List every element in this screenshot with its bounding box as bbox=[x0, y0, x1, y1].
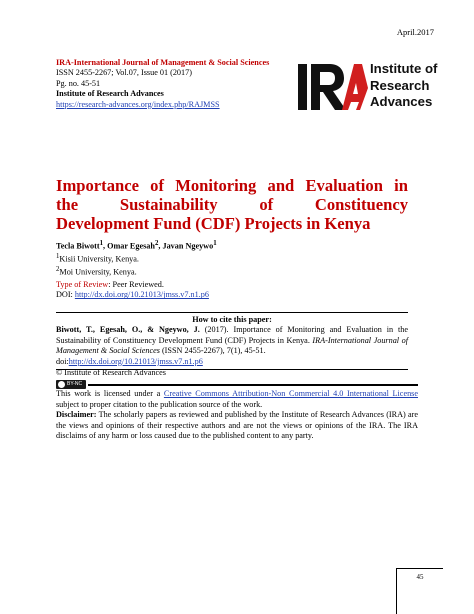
author-block bbox=[56, 239, 408, 278]
review-value: : Peer Reviewed. bbox=[108, 280, 164, 289]
cc-badge-text: BY-NC bbox=[67, 381, 83, 388]
license-text-pre: This work is licensed under a bbox=[56, 389, 164, 399]
citation-authors: Biwott, T., Egesah, O., & Ngeywo, J. bbox=[56, 325, 200, 335]
doi-label: DOI: bbox=[56, 290, 75, 300]
journal-url-link[interactable]: https://research-advances.org/index.php/RAJMSS bbox=[56, 99, 220, 109]
title-word: Sustainability bbox=[119, 195, 218, 215]
author-list bbox=[56, 239, 408, 252]
journal-issn: ISSN 2455-2267; Vol.07, Issue 01 (2017) bbox=[56, 68, 192, 78]
disclaimer bbox=[56, 410, 418, 441]
citation-doi-prefix: doi: bbox=[56, 356, 69, 366]
logo-line-3: Advances bbox=[370, 94, 433, 109]
review-type bbox=[56, 280, 408, 290]
doi-link[interactable]: http://dx.doi.org/10.21013/jmss.v7.n1.p6 bbox=[74, 290, 209, 300]
title-word: of bbox=[259, 195, 274, 215]
author-name: Omar Egesah bbox=[107, 241, 155, 251]
author-sep: , bbox=[158, 241, 163, 251]
citation-journal: IRA-International Journal of Management & Social Sciences bbox=[56, 335, 408, 356]
affiliation-text: Moi University, Kenya. bbox=[59, 268, 137, 278]
author-sep: , bbox=[103, 241, 108, 251]
license-text bbox=[56, 389, 418, 410]
page-number: 45 bbox=[416, 573, 424, 581]
title-word: the bbox=[56, 195, 79, 215]
license-text-post: subject to proper citation to the publication source of the work. bbox=[56, 399, 263, 409]
doi-line bbox=[56, 290, 408, 300]
license-section bbox=[56, 368, 418, 441]
journal-name: IRA-International Journal of Management & Social Sciences bbox=[56, 58, 270, 67]
citation-body: (2017). Importance of Monitoring and Evaluation in the Sustainability of Constituency Development Fund (CDF) Projects in Kenya. bbox=[56, 325, 408, 345]
cc-by-nc-icon[interactable] bbox=[56, 380, 86, 389]
issue-date: April.2017 bbox=[396, 27, 434, 37]
title-line-2 bbox=[56, 195, 408, 214]
logo-line-1: Institute of bbox=[370, 61, 438, 76]
citation-tail: (ISSN 2455-2267), 7(1), 45-51. bbox=[159, 346, 266, 356]
logo-line-2: Research bbox=[370, 77, 430, 93]
divider bbox=[88, 384, 418, 386]
citation-doi-link[interactable]: http://dx.doi.org/10.21013/jmss.v7.n1.p6 bbox=[68, 356, 203, 366]
title-line-1: Importance of Monitoring and Evaluation in bbox=[56, 176, 408, 195]
title-word: Constituency bbox=[314, 195, 408, 215]
ira-logo-mark-text: IRA bbox=[296, 58, 298, 59]
ira-logo bbox=[296, 58, 446, 118]
author-sup: 1 bbox=[99, 240, 104, 247]
license-link[interactable]: Creative Commons Attribution-Non Commercial 4.0 International License bbox=[163, 389, 418, 399]
affiliation-1 bbox=[56, 252, 408, 265]
author-sup: 2 bbox=[154, 240, 159, 247]
paper-title bbox=[56, 176, 408, 234]
author-name: Javan Ngeywo bbox=[162, 241, 214, 251]
ira-logo-text bbox=[370, 61, 437, 111]
review-info bbox=[56, 280, 408, 301]
author-name: Tecla Biwott bbox=[56, 241, 100, 251]
journal-publisher: Institute of Research Advances bbox=[56, 89, 164, 99]
cc-license-bar bbox=[56, 380, 418, 389]
author-sup: 1 bbox=[213, 240, 217, 247]
affiliation-2 bbox=[56, 265, 408, 278]
affiliation-text: Kisii University, Kenya. bbox=[59, 254, 139, 264]
journal-info bbox=[56, 58, 286, 110]
disclaimer-text: The scholarly papers as reviewed and published by the Institute of Research Advances (IRA) are the views and opinions of their respective authors and are not the views or opinions of the IRA. The IRA disclaims of any harm or loss caused due to the published content to any party. bbox=[56, 410, 418, 441]
affiliation-sup: 1 bbox=[56, 253, 60, 261]
citation-box bbox=[56, 312, 408, 370]
ira-logo-mark bbox=[296, 58, 368, 116]
copyright-line: © Institute of Research Advances bbox=[56, 368, 166, 377]
affiliation-sup: 2 bbox=[56, 266, 60, 274]
title-line-3: Development Fund (CDF) Projects in Kenya bbox=[56, 214, 371, 234]
journal-pages: Pg. no. 45-51 bbox=[56, 78, 101, 88]
citation-text bbox=[56, 325, 408, 367]
citation-heading: How to cite this paper: bbox=[192, 315, 272, 324]
review-label: Type of Review bbox=[56, 280, 109, 289]
disclaimer-label: Disclaimer: bbox=[56, 410, 97, 420]
page-number-box bbox=[396, 568, 443, 614]
